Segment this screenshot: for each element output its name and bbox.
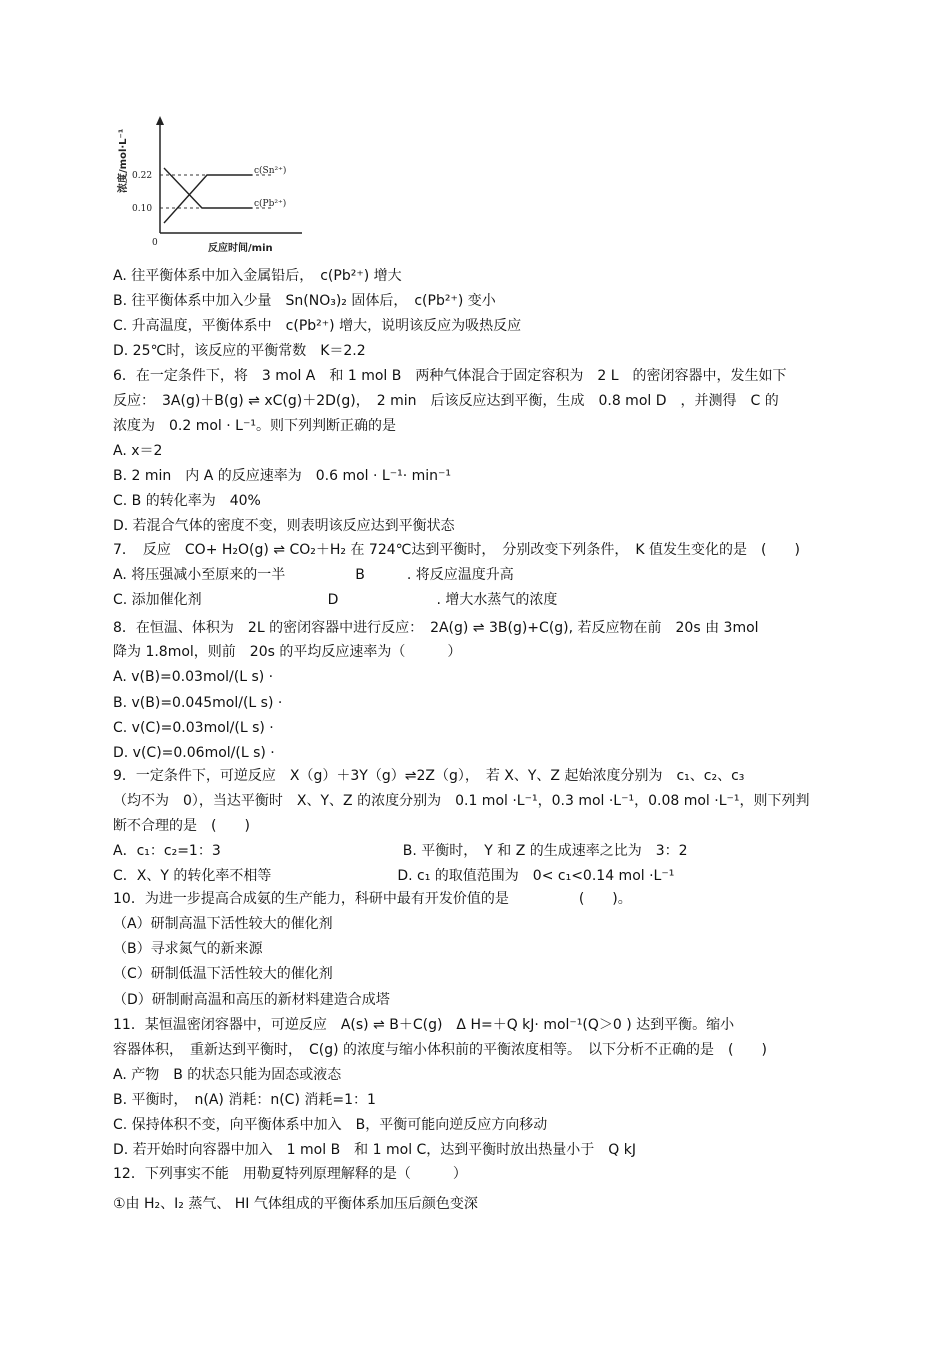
question-9-line-2: （均不为 0），当达平衡时 X、Y、Z 的浓度分别为 0.1 mol ·L⁻¹，0.3 mol ·L⁻¹，0.08 mol ·L⁻¹，则下列判 xyxy=(113,793,810,809)
concentration-time-figure xyxy=(112,113,312,258)
option-d-text: D. 25℃时，该反应的平衡常数 K＝2.2 xyxy=(113,343,366,359)
x-axis-label: 反应时间/min xyxy=(208,243,273,254)
q6-option-c: C. B 的转化率为 40% xyxy=(113,493,261,509)
y-axis-arrow xyxy=(156,116,164,125)
q6-option-b: B. 2 min 内 A 的反应速率为 0.6 mol · L⁻¹· min⁻¹ xyxy=(113,468,452,484)
y-axis-label: 浓度/mol·L⁻¹ xyxy=(118,128,129,193)
question-7-line-1: 7． 反应 CO+ H₂O(g) ⇌ CO₂＋H₂ 在 724℃达到平衡时， 分别改变下列条件， K 值发生变化的是 ( ) xyxy=(113,542,800,558)
question-12: 12．下列事实不能 用勒夏特列原理解释的是（ ） xyxy=(113,1166,467,1182)
question-8-line-2: 降为 1.8mol，则前 20s 的平均反应速率为（ ） xyxy=(113,644,462,660)
q7-options-ab: A. 将压强减小至原来的一半 B . 将反应温度升高 xyxy=(113,567,514,583)
q9-options-cd: C．X、Y 的转化率不相等 D. c₁ 的取值范围为 0< c₁<0.14 mol ·L⁻¹ xyxy=(113,868,675,884)
q11-option-b: B. 平衡时， n(A) 消耗：n(C) 消耗=1：1 xyxy=(113,1092,376,1108)
origin-label: 0 xyxy=(152,238,158,248)
q10-option-c: （C）研制低温下活性较大的催化剂 xyxy=(113,966,333,982)
q9-options-ab: A．c₁：c₂=1：3 B. 平衡时， Y 和 Z 的生成速率之比为 3：2 xyxy=(113,843,688,859)
q11-option-a: A. 产物 B 的状态只能为固态或液态 xyxy=(113,1067,342,1083)
tick-label-low: 0.10 xyxy=(132,204,153,214)
concentration-time-graph xyxy=(112,113,312,258)
option-a-text: A. 往平衡体系中加入金属铅后， c(Pb²⁺) 增大 xyxy=(113,268,402,284)
question-9-line-1: 9．一定条件下，可逆反应 X（g）＋3Y（g）⇌2Z（g）， 若 X、Y、Z 起始浓度分别为 c₁、c₂、c₃ xyxy=(113,768,745,784)
option-b-text: B. 往平衡体系中加入少量 Sn(NO₃)₂ 固体后， c(Pb²⁺) 变小 xyxy=(113,293,496,309)
q8-option-a: A. v(B)=0.03mol/(L s) · xyxy=(113,669,274,685)
pb-curve xyxy=(164,168,252,208)
q10-option-b: （B）寻求氮气的新来源 xyxy=(113,941,263,957)
question-6-line-2: 反应： 3A(g)＋B(g) ⇌ xC(g)＋2D(g)， 2 min 后该反应达到平衡，生成 0.8 mol D ，并测得 C 的 xyxy=(113,393,779,409)
q6-option-a: A. x＝2 xyxy=(113,443,163,459)
question-8-line-1: 8．在恒温、体积为 2L 的密闭容器中进行反应： 2A(g) ⇌ 3B(g)+C(g), 若反应物在前 20s 由 3mol xyxy=(113,620,759,636)
question-6-line-3: 浓度为 0.2 mol · L⁻¹。则下列判断正确的是 xyxy=(113,418,396,434)
option-c-text: C. 升高温度，平衡体系中 c(Pb²⁺) 增大，说明该反应为吸热反应 xyxy=(113,318,522,334)
question-10: 10．为进一步提高合成氨的生产能力，科研中最有开发价值的是 ( )。 xyxy=(113,891,632,907)
question-9-line-3: 断不合理的是 ( ) xyxy=(113,818,250,834)
q8-option-b: B. v(B)=0.045mol/(L s) · xyxy=(113,695,283,711)
q8-option-c: C. v(C)=0.03mol/(L s) · xyxy=(113,720,274,736)
q11-option-d: D. 若开始时向容器中加入 1 mol B 和 1 mol C，达到平衡时放出热量小于 Q kJ xyxy=(113,1142,637,1158)
q8-option-d: D. v(C)=0.06mol/(L s) · xyxy=(113,745,275,761)
question-6-line-1: 6．在一定条件下，将 3 mol A 和 1 mol B 两种气体混合于固定容积为 2 L 的密闭容器中，发生如下 xyxy=(113,368,787,384)
question-11-line-2: 容器体积， 重新达到平衡时， C(g) 的浓度与缩小体积前的平衡浓度相等。 以下分析不正确的是 ( ) xyxy=(113,1042,767,1058)
q12-item-1: ①由 H₂、I₂ 蒸气、 HI 气体组成的平衡体系加压后颜色变深 xyxy=(113,1196,478,1212)
tick-label-high: 0.22 xyxy=(132,171,153,181)
q6-option-d: D. 若混合气体的密度不变，则表明该反应达到平衡状态 xyxy=(113,518,455,534)
question-11-line-1: 11．某恒温密闭容器中，可逆反应 A(s) ⇌ B＋C(g) Δ H=＋Q kJ· mol⁻¹(Q＞0 ) 达到平衡。缩小 xyxy=(113,1017,735,1033)
q7-options-cd: C. 添加催化剂 D . 增大水蒸气的浓度 xyxy=(113,592,558,608)
q10-option-d: （D）研制耐高温和高压的新材料建造合成塔 xyxy=(113,992,390,1008)
pb-curve-label: c(Pb²⁺) xyxy=(254,199,287,209)
sn-curve-label: c(Sn²⁺) xyxy=(254,166,287,176)
q11-option-c: C. 保持体积不变，向平衡体系中加入 B，平衡可能向逆反应方向移动 xyxy=(113,1117,548,1133)
q10-option-a: （A）研制高温下活性较大的催化剂 xyxy=(113,916,333,932)
